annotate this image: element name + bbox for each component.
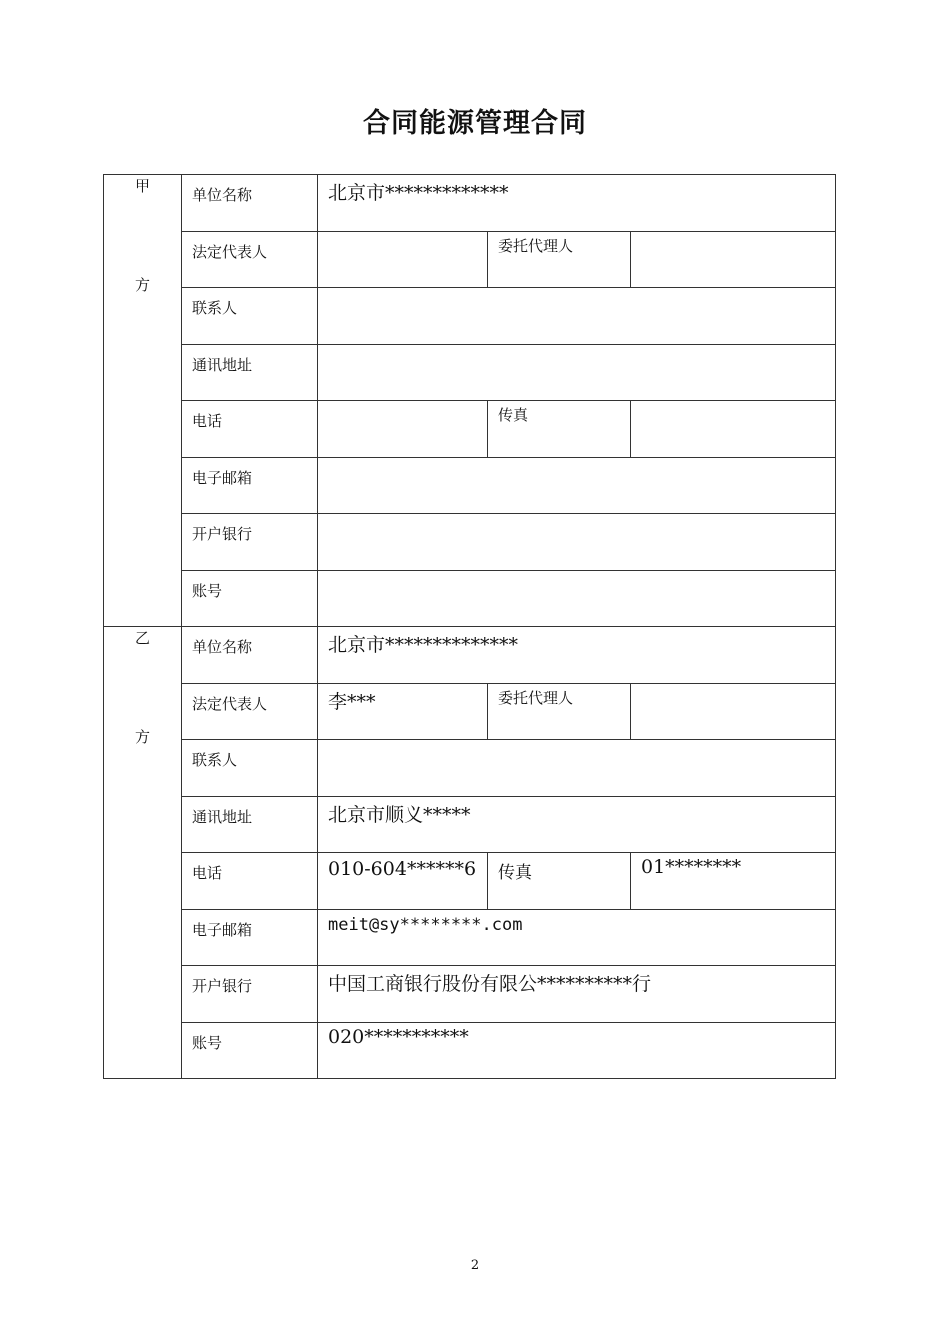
party-b-address-label: 通讯地址: [182, 796, 318, 853]
party-a-address-label: 通讯地址: [182, 344, 318, 401]
party-a-legal-rep-row: [104, 231, 836, 288]
party-a-contact-value[interactable]: [318, 288, 836, 345]
party-b-contact-label: 联系人: [182, 740, 318, 797]
party-a-bank-row: [104, 514, 836, 571]
party-b-bank-row: [104, 966, 836, 1023]
party-a-account-label: 账号: [182, 570, 318, 627]
party-a-phone-label: 电话: [182, 401, 318, 458]
party-a-legal-rep-label: 法定代表人: [182, 231, 318, 288]
party-b-address-row: [104, 796, 836, 853]
party-b-unit-name-row: [104, 627, 836, 684]
party-a-unit-name-label: 单位名称: [182, 175, 318, 232]
party-a-agent-label: 委托代理人: [488, 231, 631, 288]
party-a-bank-value[interactable]: [318, 514, 836, 571]
party-b-email-label: 电子邮箱: [182, 909, 318, 966]
party-b-label: [104, 627, 182, 1079]
party-b-agent-value[interactable]: [631, 683, 836, 740]
party-b-agent-label: 委托代理人: [488, 683, 631, 740]
party-b-contact-value[interactable]: [318, 740, 836, 797]
party-b-email-value[interactable]: meit@sy********.com: [318, 909, 836, 966]
party-b-label-char-2: 方: [134, 728, 150, 746]
party-a-label-char-1: 甲: [134, 177, 150, 195]
party-b-label-char-1: 乙: [134, 629, 150, 647]
party-a-address-value[interactable]: [318, 344, 836, 401]
party-b-address-value[interactable]: 北京市顺义*****: [318, 796, 836, 853]
party-b-email-row: [104, 909, 836, 966]
party-a-label-char-2: 方: [134, 276, 150, 294]
party-a-fax-value[interactable]: [631, 401, 836, 458]
party-b-unit-name-value[interactable]: 北京市**************: [318, 627, 836, 684]
party-b-bank-value[interactable]: 中国工商银行股份有限公**********行: [318, 966, 836, 1023]
party-b-fax-label: 传真: [488, 853, 631, 910]
party-a-account-row: [104, 570, 836, 627]
party-a-unit-name-row: [104, 175, 836, 232]
party-b-phone-label: 电话: [182, 853, 318, 910]
party-a-phone-value[interactable]: [318, 401, 488, 458]
party-a-phone-row: [104, 401, 836, 458]
party-a-unit-name-value[interactable]: 北京市*************: [318, 175, 836, 232]
party-b-account-row: [104, 1022, 836, 1079]
party-a-label: [104, 175, 182, 627]
document-title: 合同能源管理合同: [363, 108, 587, 139]
party-b-unit-name-label: 单位名称: [182, 627, 318, 684]
page-number: 2: [470, 1258, 480, 1273]
party-b-phone-row: [104, 853, 836, 910]
party-a-agent-value[interactable]: [631, 231, 836, 288]
party-a-email-label: 电子邮箱: [182, 457, 318, 514]
party-b-phone-value[interactable]: 010-604******6: [318, 853, 488, 910]
party-a-address-row: [104, 344, 836, 401]
party-b-legal-rep-label: 法定代表人: [182, 683, 318, 740]
contract-party-table: [103, 174, 836, 1079]
party-a-legal-rep-value[interactable]: [318, 231, 488, 288]
party-b-account-value[interactable]: 020***********: [318, 1022, 836, 1079]
party-b-legal-rep-row: [104, 683, 836, 740]
party-b-legal-rep-value[interactable]: 李***: [318, 683, 488, 740]
party-b-fax-value[interactable]: 01********: [631, 853, 836, 910]
party-a-email-value[interactable]: [318, 457, 836, 514]
party-a-email-row: [104, 457, 836, 514]
party-b-contact-row: [104, 740, 836, 797]
party-a-bank-label: 开户银行: [182, 514, 318, 571]
party-a-contact-label: 联系人: [182, 288, 318, 345]
party-a-fax-label: 传真: [488, 401, 631, 458]
party-a-contact-row: [104, 288, 836, 345]
party-b-bank-label: 开户银行: [182, 966, 318, 1023]
party-a-account-value[interactable]: [318, 570, 836, 627]
party-b-account-label: 账号: [182, 1022, 318, 1079]
